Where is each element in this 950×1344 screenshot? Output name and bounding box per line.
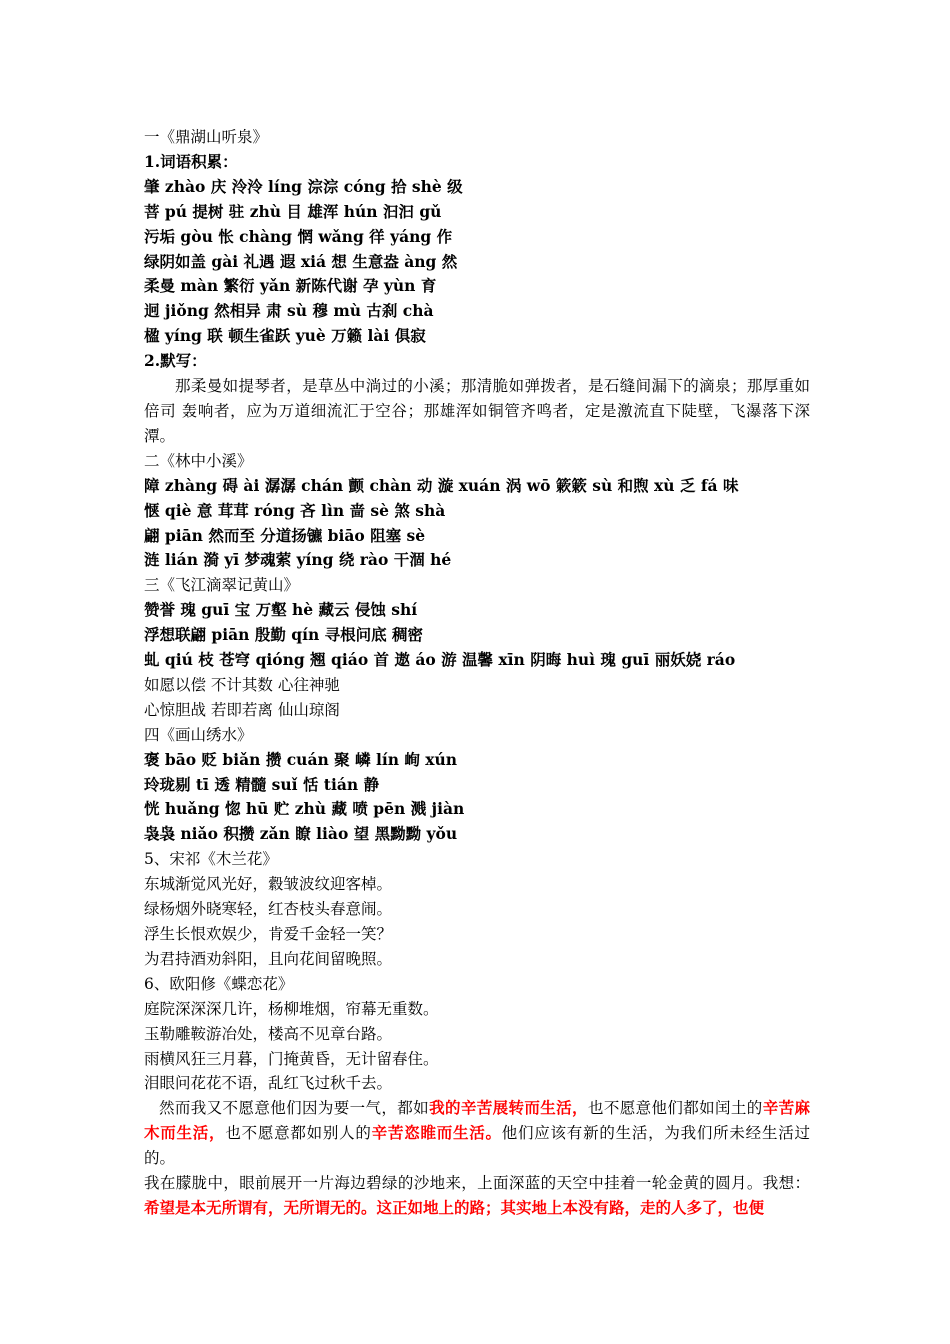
vocab-line: 玲珑剔 tī 透 精髓 suǐ 恬 tián 静 [144, 774, 380, 794]
poem-line: 为君持酒劝斜阳，且向花间留晚照。 [144, 949, 393, 968]
poem-line: 泪眼问花花不语，乱红飞过秋千去。 [144, 1074, 393, 1093]
plain-text: 然而我又不愿意他们因为要一气，都如 [159, 1099, 430, 1118]
vocab-line: 虬 qiú 枝 苍穹 qióng 翘 qiáo 首 遨 áo 游 温馨 xīn 阴晦 huì 瑰 guī 丽妖娆 ráo [144, 650, 736, 670]
poem-line: 东城渐觉风光好，縠皱波纹迎客棹。 [144, 875, 393, 894]
vocab-line: 如愿以偿 不计其数 心往神驰 [144, 675, 340, 694]
section-heading-1: 一《鼎湖山听泉》 [144, 128, 269, 146]
poem-line: 庭院深深深几许，杨柳堆烟，帘幕无重数。 [144, 999, 439, 1018]
poem-line: 浮生长恨欢娱少，肯爱千金轻一笑？ [144, 925, 393, 943]
vocab-line: 涟 lián 漪 yī 梦魂萦 yíng 绕 rào 干涸 hé [144, 550, 452, 570]
vocab-line: 柔曼 màn 繁衍 yǎn 新陈代谢 孕 yùn 育 [144, 276, 437, 296]
vocab-line: 心惊胆战 若即若离 仙山琼阁 [144, 700, 340, 719]
poem-line: 玉勒雕鞍游冶处，楼高不见章台路。 [144, 1024, 393, 1043]
vocab-line: 肇 zhào 庆 泠泠 líng 淙淙 cóng 拾 shè 级 [144, 176, 463, 196]
highlighted-text: 希望是本无所谓有，无所谓无的。这正如地上的路；其实地上本没有路，走的人多了，也便 [144, 1197, 765, 1217]
highlighted-text: 辛苦恣睢而生活。 [371, 1123, 502, 1143]
vocab-line: 翩 piān 然而至 分道扬镳 biāo 阻塞 sè [144, 525, 426, 545]
vocab-line: 污垢 gòu 怅 chàng 惘 wǎng 徉 yáng 作 [144, 226, 453, 246]
vocab-line: 赞誉 瑰 guī 宝 万壑 hè 藏云 侵蚀 shí [144, 600, 418, 620]
plain-text: 也不愿意都如别人的 [225, 1124, 372, 1143]
vocab-line: 绿阴如盖 gài 礼遇 遐 xiá 想 生意盎 àng 然 [144, 251, 458, 271]
section-heading-4: 四《画山绣水》 [144, 725, 253, 744]
vocab-line: 惬 qiè 意 茸茸 róng 吝 lìn 啬 sè 煞 shà [144, 500, 446, 520]
vocab-line: 袅袅 niǎo 积攒 zǎn 瞭 liào 望 黑黝黝 yǒu [144, 824, 458, 844]
highlighted-text: 我的辛苦展转而生活， [429, 1098, 588, 1118]
vocab-line: 障 zhàng 碍 ài 潺潺 chán 颤 chàn 动 漩 xuán 涡 wō 簌簌 sù 和煦 xù 乏 fá 味 [144, 475, 739, 495]
plain-text: 他们应该有新的生活，为我们所未经生活过的。 [144, 1124, 810, 1168]
excerpt-paragraph-2 [144, 1171, 810, 1221]
section-heading-2: 二《林中小溪》 [144, 451, 253, 470]
dictation-passage: 那柔曼如提琴者，是草丛中淌过的小溪；那清脆如弹拨者，是石缝间漏下的滴泉；那厚重如倍司 轰响者，应为万道细流汇于空谷；那雄浑如铜管齐鸣者，定是激流直下陡壁，飞瀑落下深潭。 [144, 377, 810, 445]
subheading-vocab: 1.词语积累： [144, 151, 238, 171]
excerpt-paragraph-1 [144, 1096, 810, 1171]
vocab-line: 迥 jiǒng 然相异 肃 sù 穆 mù 古刹 chà [144, 301, 434, 321]
vocab-line: 褒 bāo 贬 biǎn 攒 cuán 聚 嶙 lín 峋 xún [144, 749, 458, 769]
plain-text: 也不愿意他们都如闰土的 [587, 1099, 763, 1118]
vocab-line: 菩 pú 提树 驻 zhù 目 雄浑 hún 汩汩 gǔ [144, 201, 442, 221]
vocab-line: 楹 yíng 联 顿生雀跃 yuè 万籁 lài 俱寂 [144, 326, 426, 346]
section-heading-3: 三《飞江滴翠记黄山》 [144, 576, 300, 595]
highlighted-text: 辛苦麻木而生活， [144, 1098, 810, 1143]
poem-line: 雨横风狂三月暮，门掩黄昏，无计留春住。 [144, 1049, 439, 1068]
document-body [144, 125, 810, 1221]
subheading-dictation: 2.默写： [144, 351, 207, 371]
poem-heading-dielianhua: 6、欧阳修《蝶恋花》 [144, 974, 294, 993]
poem-line: 绿杨烟外晓寒轻，红杏枝头春意闹。 [144, 900, 393, 919]
poem-heading-mulanhua: 5、宋祁《木兰花》 [144, 850, 278, 869]
vocab-line: 恍 huǎng 惚 hū 贮 zhù 藏 喷 pēn 溅 jiàn [144, 799, 465, 819]
plain-text: 我在朦胧中，眼前展开一片海边碧绿的沙地来，上面深蓝的天空中挂着一轮金黄的圆月。我想： [144, 1174, 810, 1193]
vocab-line: 浮想联翩 piān 殷勤 qín 寻根问底 稠密 [144, 625, 424, 645]
